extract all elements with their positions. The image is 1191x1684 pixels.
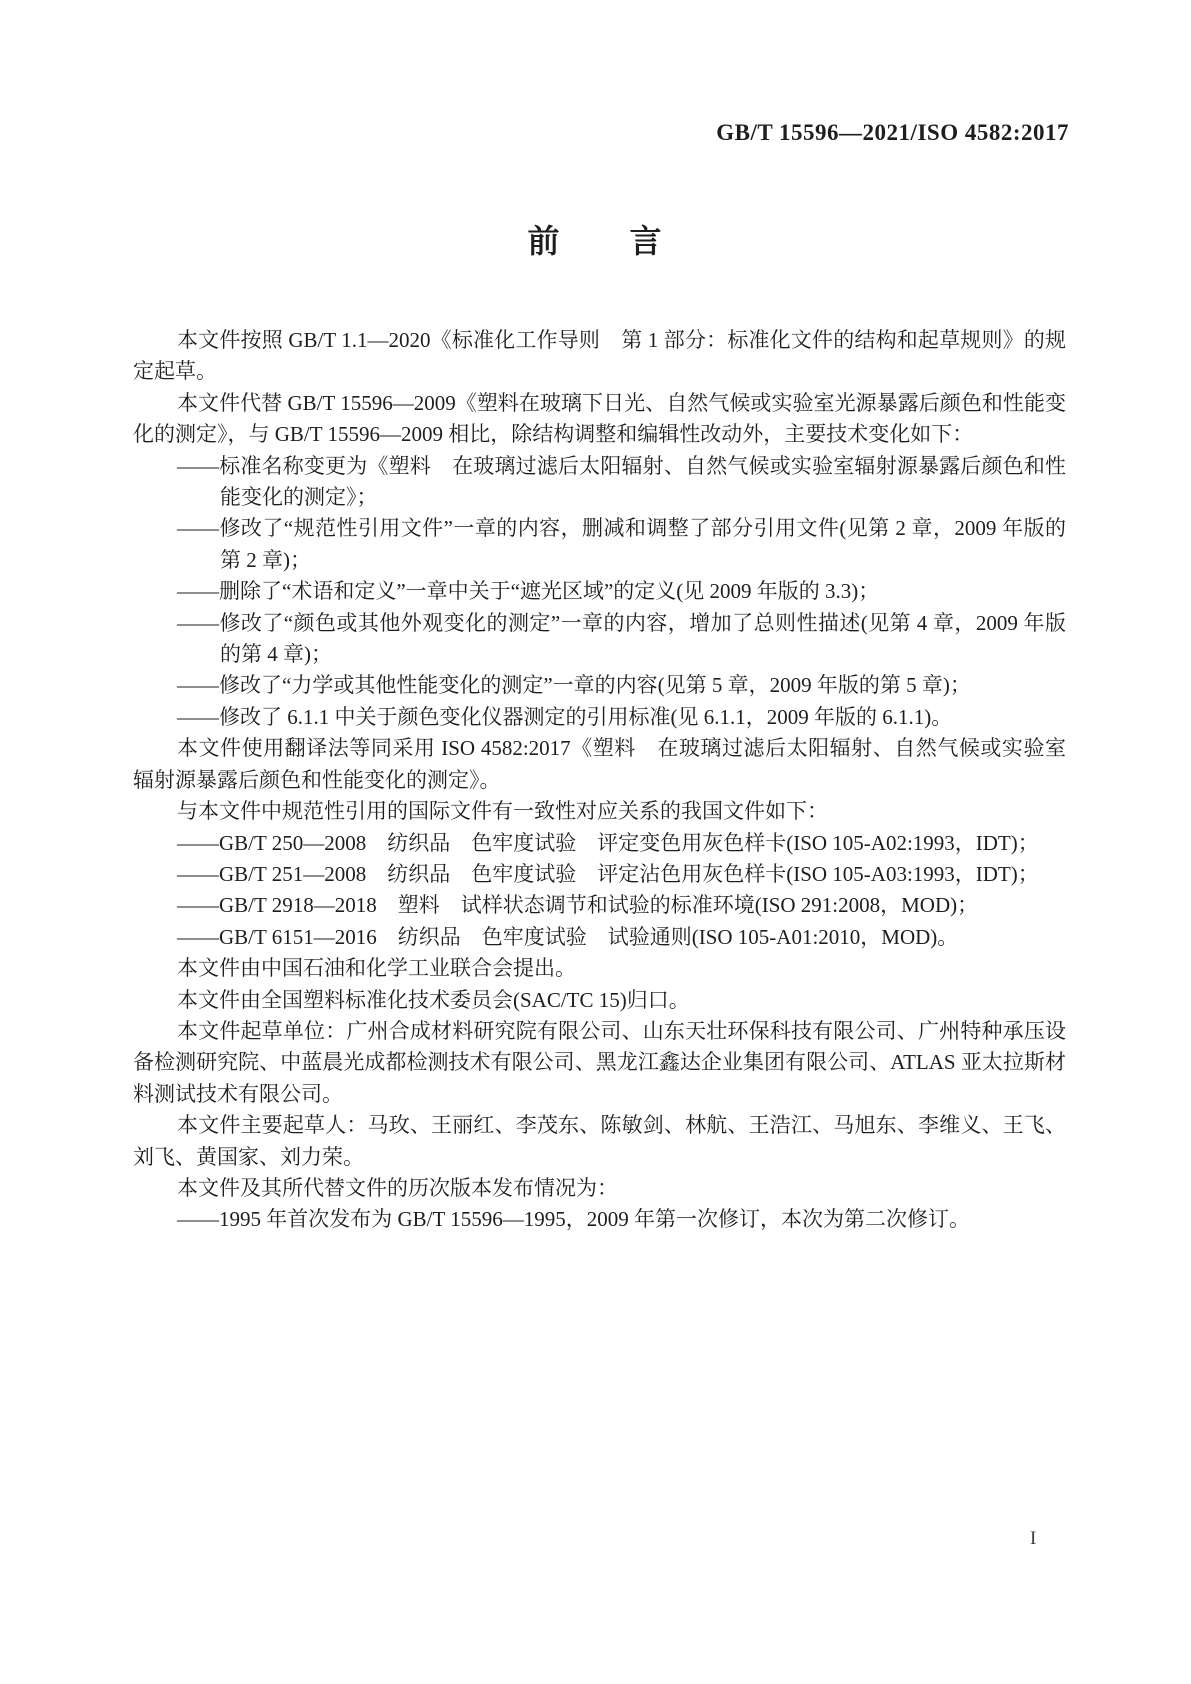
- foreword-list-item: ——修改了 6.1.1 中关于颜色变化仪器测定的引用标准(见 6.1.1，2009 年版的 6.1.1)。: [177, 704, 953, 729]
- standard-number-header: GB/T 15596—2021/ISO 4582:2017: [716, 120, 1069, 145]
- foreword-list-item: ——GB/T 251—2008 纺织品 色牢度试验 评定沾色用灰色样卡(ISO 105-A03:1993，IDT)；: [177, 861, 1039, 886]
- foreword-paragraph: 本文件按照 GB/T 1.1—2020《标准化工作导则 第 1 部分：标准化文件的结构和起草规则》的规定起草。: [133, 328, 1066, 384]
- foreword-paragraph: 本文件及其所代替文件的历次版本发布情况为：: [177, 1175, 618, 1200]
- foreword-paragraph: 本文件由全国塑料标准化技术委员会(SAC/TC 15)归口。: [177, 987, 690, 1012]
- foreword-paragraph: 本文件起草单位：广州合成材料研究院有限公司、山东天壮环保科技有限公司、广州特种承压设备检测研究院、中蓝晨光成都检测技术有限公司、黑龙江鑫达企业集团有限公司、ATLAS 亚太拉斯材料测试技术有限公司。: [133, 1018, 1066, 1106]
- foreword-paragraph: 与本文件中规范性引用的国际文件有一致性对应关系的我国文件如下：: [177, 799, 828, 824]
- foreword-list-item: ——修改了“力学或其他性能变化的测定”一章的内容(见第 5 章，2009 年版的第 5 章)；: [177, 673, 971, 698]
- foreword-paragraph: 本文件代替 GB/T 15596—2009《塑料在玻璃下日光、自然气候或实验室光源暴露后颜色和性能变化的测定》，与 GB/T 15596—2009 相比，除结构调整和编辑性改动外，主要技术变化如下：: [133, 390, 1066, 447]
- foreword-content: [133, 325, 1066, 1236]
- page-title: 前 言: [527, 223, 664, 259]
- foreword-paragraph: 本文件由中国石油和化学工业联合会提出。: [177, 956, 576, 981]
- foreword-paragraph: 本文件使用翻译法等同采用 ISO 4582:2017《塑料 在玻璃过滤后太阳辐射、自然气候或实验室辐射源暴露后颜色和性能变化的测定》。: [133, 736, 1066, 792]
- foreword-list-item: ——GB/T 250—2008 纺织品 色牢度试验 评定变色用灰色样卡(ISO 105-A02:1993，IDT)；: [177, 830, 1039, 855]
- foreword-paragraph: 本文件主要起草人：马玫、王丽红、李茂东、陈敏剑、林航、王浩江、马旭东、李维义、王飞、刘飞、黄国家、刘力荣。: [133, 1113, 1066, 1169]
- foreword-list-item: ——修改了“颜色或其他外观变化的测定”一章的内容，增加了总则性描述(见第 4 章，2009 年版的第 4 章)；: [177, 610, 1066, 667]
- foreword-list-item: ——标准名称变更为《塑料 在玻璃过滤后太阳辐射、自然气候或实验室辐射源暴露后颜色和性能变化的测定》；: [177, 453, 1066, 510]
- page-number: I: [1030, 1528, 1037, 1549]
- foreword-list-item: ——1995 年首次发布为 GB/T 15596—1995，2009 年第一次修订，本次为第二次修订。: [177, 1207, 970, 1232]
- foreword-list-item: ——删除了“术语和定义”一章中关于“遮光区域”的定义(见 2009 年版的 3.3)；: [177, 579, 880, 604]
- foreword-list-item: ——修改了“规范性引用文件”一章的内容，删减和调整了部分引用文件(见第 2 章，2009 年版的第 2 章)；: [177, 516, 1066, 572]
- foreword-list-item: ——GB/T 6151—2016 纺织品 色牢度试验 试验通则(ISO 105-A01:2010，MOD)。: [177, 924, 959, 949]
- foreword-list-item: ——GB/T 2918—2018 塑料 试样状态调节和试验的标准环境(ISO 291:2008，MOD)；: [177, 893, 979, 918]
